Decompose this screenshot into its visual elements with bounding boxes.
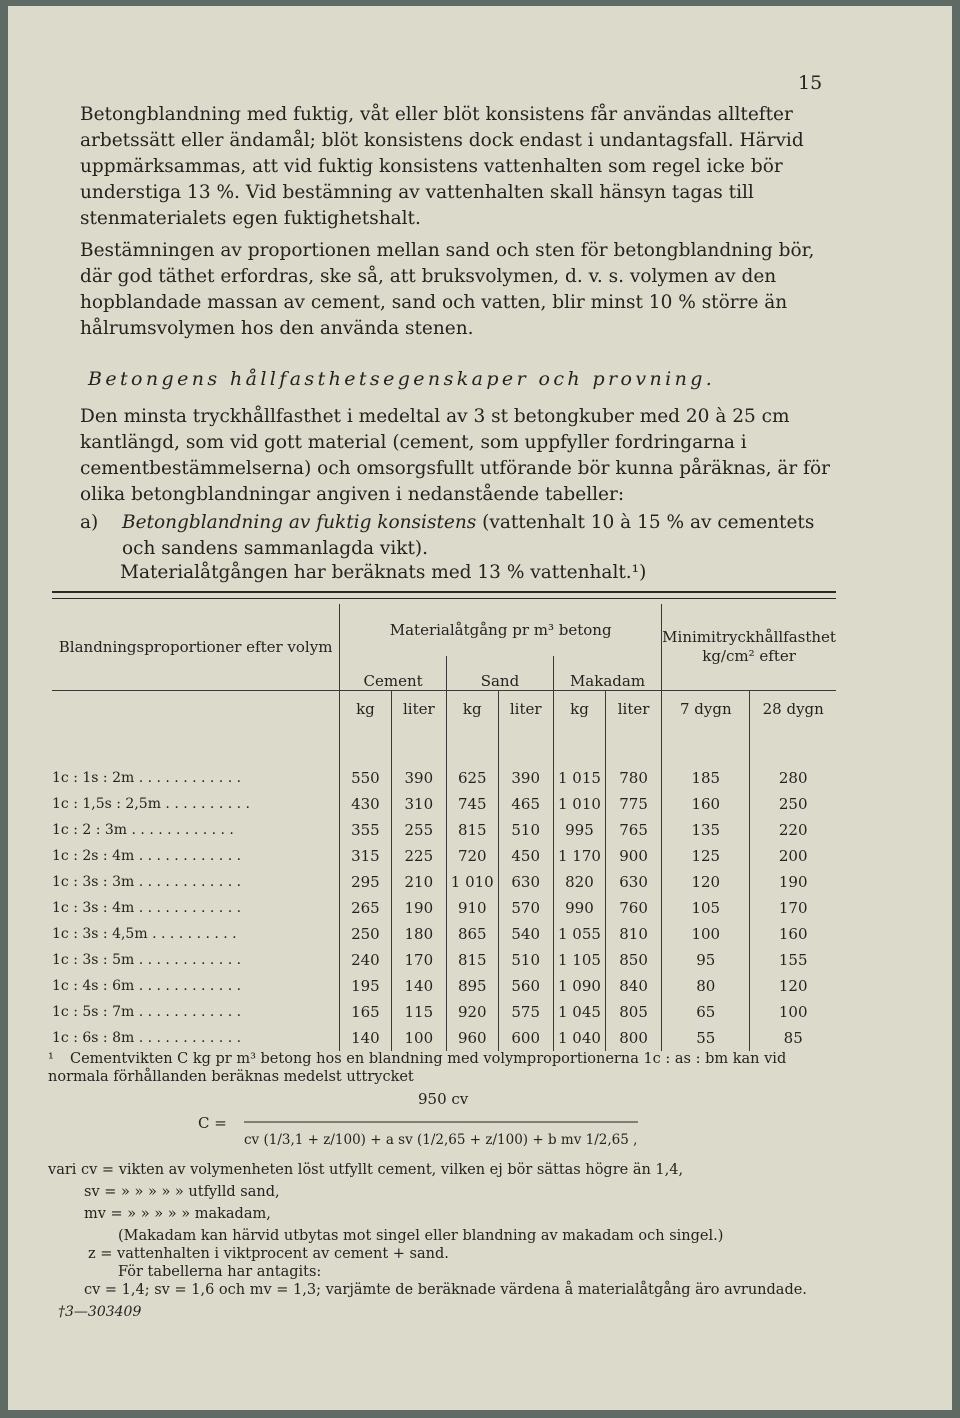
footnote-text: Cementvikten C kg pr m³ betong hos en blandning med volymproportionerna 1c : as : bm kan vid [70,1051,787,1067]
cell: 310 [391,791,446,817]
cell: 140 [391,973,446,999]
row-label: 1c : 3s : 4,5m . . . . . . . . . . [52,926,237,942]
definition-sv: sv = » » » » » utfylld sand, [84,1184,280,1200]
cell: 1 045 [553,999,605,1025]
header-hallfasthet: Minimitryckhållfasthet kg/cm² efter [662,604,836,691]
cell: 815 [447,817,498,843]
cell: 95 [662,947,750,973]
cell: 160 [662,791,750,817]
cement-formula [198,1088,678,1166]
cell: 450 [498,843,553,869]
cell: 225 [391,843,446,869]
row-label: 1c : 2s : 4m . . . . . . . . . . . . [52,848,242,864]
row-label: 1c : 1,5s : 2,5m . . . . . . . . . . [52,796,250,812]
table-row [52,1025,836,1051]
row-label: 1c : 3s : 3m . . . . . . . . . . . . [52,874,242,890]
cell: 995 [553,817,605,843]
cell: 800 [606,1025,662,1051]
list-item-label: a) [80,512,99,533]
table-row [52,947,836,973]
cell: 745 [447,791,498,817]
definition-makadam-note: (Makadam kan härvid utbytas mot singel eller blandning av makadam och singel.) [118,1228,724,1244]
material-table [52,604,836,1051]
unit-cell: liter [606,691,662,728]
definition-assumed: För tabellerna har antagits: [118,1264,322,1280]
header-sand: Sand [447,656,554,691]
cell: 805 [606,999,662,1025]
document-page [8,6,952,1410]
material-note: Materialåtgången har beräknats med 13 % vattenhalt.¹) [120,562,647,583]
cell: 630 [498,869,553,895]
cell: 465 [498,791,553,817]
cell: 210 [391,869,446,895]
cell: 185 [662,765,750,791]
cell: 765 [606,817,662,843]
cell: 165 [340,999,391,1025]
cell: 920 [447,999,498,1025]
list-item-italic: Betongblandning av fuktig konsistens [122,512,477,533]
cell: 780 [606,765,662,791]
cell: 1 015 [553,765,605,791]
table-row [52,817,836,843]
cell: 1 170 [553,843,605,869]
definition-cv: vari cv = vikten av volymenheten löst utfyllt cement, vilken ej bör sättas högre än 1,4, [48,1162,684,1178]
formula-graphic [198,1088,678,1162]
cell: 280 [750,765,836,791]
cell: 625 [447,765,498,791]
definition-values: cv = 1,4; sv = 1,6 och mv = 1,3; varjämte de beräknade värdena å materialåtgång äro avrundade. [84,1282,807,1298]
cell: 560 [498,973,553,999]
table-row [52,973,836,999]
cell: 100 [750,999,836,1025]
unit-cell: 7 dygn [662,691,750,728]
cell: 355 [340,817,391,843]
cell: 160 [750,921,836,947]
cell: 220 [750,817,836,843]
footnote-marker: ¹ [48,1051,54,1067]
row-label: 1c : 3s : 4m . . . . . . . . . . . . [52,900,242,916]
unit-cell: 28 dygn [750,691,836,728]
cell: 630 [606,869,662,895]
cell: 850 [606,947,662,973]
list-item-text [122,510,852,562]
paragraph-consistency: Betongblandning med fuktig, våt eller blöt konsistens får användas alltefter arbetssätt eller ändamål; blöt konsistens dock endast i undantagsfall. Härvid uppmärksammas, att vid fuktig konsistens vattenhalten som regel icke bör understiga 13 %. Vid bestämning av vattenhalten skall hänsyn tagas till stenmaterialets egen fuktighetshalt. [80,104,804,229]
header-makadam: Makadam [553,656,661,691]
unit-cell: liter [498,691,553,728]
paragraph-proportion: Bestämningen av proportionen mellan sand och sten för betongblandning bör, där god täthet erfordras, ske så, att bruksvolymen, d. v. s. volymen av den hopblandade massan av cement, sand och vatten, blir minst 10 % större än hålrumsvolymen hos den använda stenen. [80,240,815,339]
footnote-line2: normala förhållanden beräknas medelst uttrycket [48,1069,414,1085]
table-top-rule-thin [52,598,836,599]
cell: 570 [498,895,553,921]
cell: 265 [340,895,391,921]
row-label: 1c : 1s : 2m . . . . . . . . . . . . [52,770,242,786]
cell: 910 [447,895,498,921]
cell: 125 [662,843,750,869]
cell: 600 [498,1025,553,1051]
cell: 250 [750,791,836,817]
cell: 820 [553,869,605,895]
header-blank [52,691,340,728]
cell: 170 [750,895,836,921]
cell: 810 [606,921,662,947]
paragraph-strength: Den minsta tryckhållfasthet i medeltal av 3 st betongkuber med 20 à 25 cm kantlängd, som vid gott material (cement, som uppfyller fordringarna i cementbestämmelserna) och omsorgsfullt utförande bör kunna påräknas, är för olika betongblandningar angiven i nedanstående tabeller: [80,406,830,505]
table-row [52,895,836,921]
cell: 865 [447,921,498,947]
cell: 140 [340,1025,391,1051]
table-row [52,843,836,869]
table-top-rule [52,591,836,593]
cell: 430 [340,791,391,817]
cell: 155 [750,947,836,973]
cell: 895 [447,973,498,999]
table-row [52,765,836,791]
cell: 250 [340,921,391,947]
cell: 240 [340,947,391,973]
definition-mv: mv = » » » » » makadam, [84,1206,271,1222]
definition-z: z = vattenhalten i viktprocent av cement + sand. [88,1246,449,1262]
cell: 65 [662,999,750,1025]
cell: 840 [606,973,662,999]
cell: 80 [662,973,750,999]
cell: 170 [391,947,446,973]
cell: 105 [662,895,750,921]
cell: 1 055 [553,921,605,947]
header-materialatgang: Materialåtgång pr m³ betong [340,604,662,656]
formula-lhs: C = [198,1114,227,1132]
cell: 510 [498,817,553,843]
cell: 120 [662,869,750,895]
cell: 255 [391,817,446,843]
cell: 200 [750,843,836,869]
cell: 1 040 [553,1025,605,1051]
cell: 1 090 [553,973,605,999]
cell: 295 [340,869,391,895]
row-label: 1c : 3s : 5m . . . . . . . . . . . . [52,952,242,968]
cell: 900 [606,843,662,869]
cell: 190 [750,869,836,895]
row-label: 1c : 4s : 6m . . . . . . . . . . . . [52,978,242,994]
cell: 575 [498,999,553,1025]
formula-numerator: 950 cv [418,1090,469,1108]
cell: 195 [340,973,391,999]
cell: 1 010 [447,869,498,895]
formula-denominator: cv (1/3,1 + z/100) + a sv (1/2,65 + z/100) + b mv 1/2,65 , [244,1132,638,1148]
row-label: 1c : 2 : 3m . . . . . . . . . . . . [52,822,234,838]
section-heading: Betongens hållfasthetsegenskaper och provning. [88,368,716,390]
list-item-rest: (vattenhalt 10 à 15 % av cementets och sandens sammanlagda vikt). [122,512,815,559]
cell: 55 [662,1025,750,1051]
cell: 315 [340,843,391,869]
table-row [52,869,836,895]
cell: 510 [498,947,553,973]
cell: 760 [606,895,662,921]
cell: 540 [498,921,553,947]
cell: 550 [340,765,391,791]
unit-cell: kg [447,691,498,728]
cell: 960 [447,1025,498,1051]
cell: 1 010 [553,791,605,817]
header-proportioner: Blandningsproportioner efter volym [52,604,340,691]
cell: 390 [391,765,446,791]
cell: 190 [391,895,446,921]
header-cement: Cement [340,656,447,691]
unit-cell: liter [391,691,446,728]
table-row [52,999,836,1025]
unit-cell: kg [340,691,391,728]
cell: 85 [750,1025,836,1051]
cell: 1 105 [553,947,605,973]
cell: 815 [447,947,498,973]
row-label: 1c : 5s : 7m . . . . . . . . . . . . [52,1004,242,1020]
cell: 390 [498,765,553,791]
cell: 100 [391,1025,446,1051]
cell: 100 [662,921,750,947]
cell: 775 [606,791,662,817]
row-label: 1c : 6s : 8m . . . . . . . . . . . . [52,1030,242,1046]
cell: 990 [553,895,605,921]
cell: 720 [447,843,498,869]
cell: 120 [750,973,836,999]
page-number: 15 [798,72,823,94]
print-signature: †3—303409 [58,1304,142,1320]
unit-cell: kg [553,691,605,728]
cell: 115 [391,999,446,1025]
cell: 135 [662,817,750,843]
table-row [52,921,836,947]
table-row [52,791,836,817]
cell: 180 [391,921,446,947]
footnote-line1 [48,1050,838,1068]
